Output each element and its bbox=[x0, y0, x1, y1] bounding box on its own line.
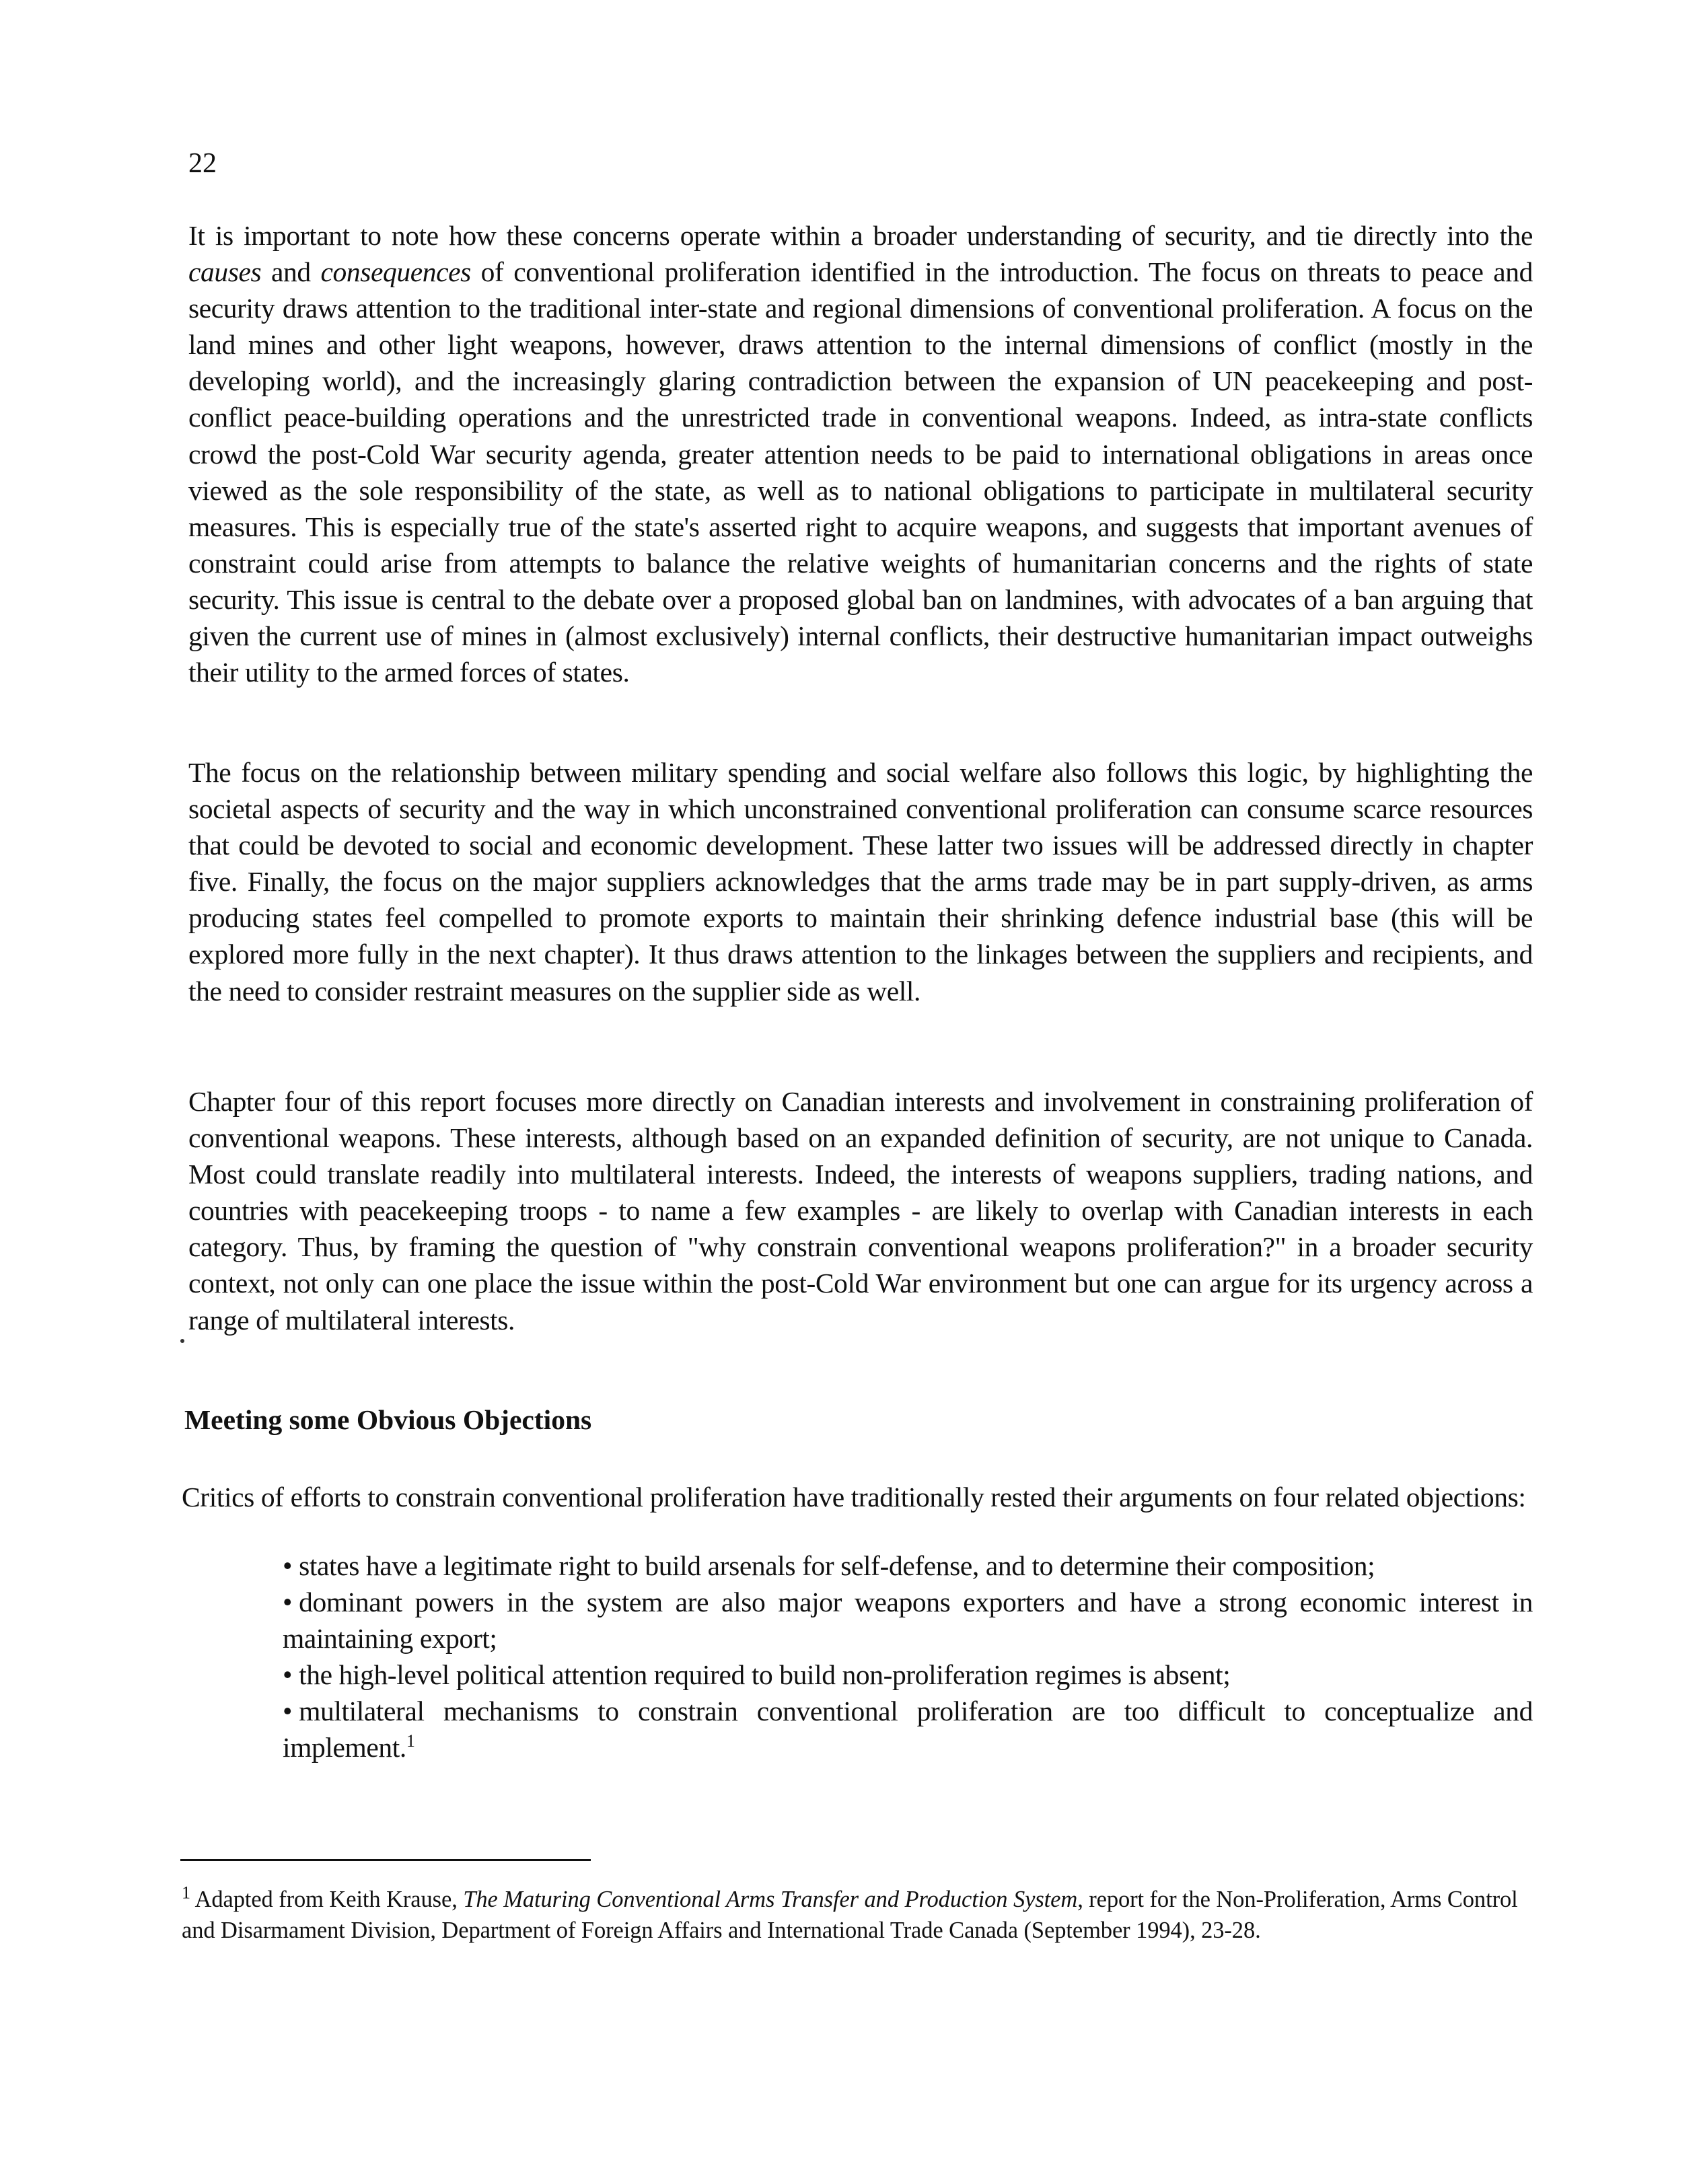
bullet-mark: • bbox=[283, 1659, 293, 1691]
list-item-text: multilateral mechanisms to constrain conventional proliferation are too difficult to conceptualize and implement. bbox=[283, 1696, 1533, 1763]
body-paragraph-1 bbox=[188, 217, 1533, 690]
list-item-text: states have a legitimate right to build arsenals for self-defense, and to determine their composition; bbox=[299, 1550, 1375, 1581]
p1-text-b: and bbox=[261, 256, 321, 288]
body-paragraph-3: Chapter four of this report focuses more directly on Canadian interests and involvement in constraining proliferation of conventional weapons. These interests, although based on an expanded definition of security, are not unique to Canada. Most could translate readily into multilateral interests. Indeed, the interests of weapons suppliers, trading nations, and countries with peacekeeping troops - to name a few examples - are likely to overlap with Canadian interests in each category. Thus, by framing the question of "why constrain conventional weapons proliferation?" in a broader security context, not only can one place the issue within the post-Cold War environment but one can argue for its urgency across a range of multilateral interests. bbox=[188, 1086, 1533, 1336]
section-heading: Meeting some Obvious Objections bbox=[184, 1404, 592, 1435]
list-item bbox=[283, 1657, 1533, 1693]
bullet-mark: • bbox=[283, 1587, 293, 1618]
emphasis-consequences: consequences bbox=[320, 256, 471, 288]
body-paragraph-2: The focus on the relationship between military spending and social welfare also follows this logic, by highlighting the societal aspects of security and the way in which unconstrained conventional proliferation can consume scarce resources that could be devoted to social and economic development. These latter two issues will be addressed directly in chapter five. Finally, the focus on the major suppliers acknowledges that the arms trade may be in part supply-driven, as arms producing states feel compelled to promote exports to maintain their shrinking defence industrial base (this will be explored more fully in the next chapter). It thus draws attention to the linkages between the suppliers and recipients, and the need to consider restraint measures on the supplier side as well. bbox=[188, 757, 1533, 1007]
list-item-text: dominant powers in the system are also major weapons exporters and have a strong economic interest in maintaining export; bbox=[283, 1587, 1533, 1654]
objections-list bbox=[283, 1548, 1533, 1766]
footnote-text-b: , report for the Non-Proliferation, Arms Control and Disarmament Division, Department of Foreign Affairs and International Trade Canada (September 1994), 23-28. bbox=[182, 1887, 1518, 1943]
footnote-text-a: Adapted from Keith Krause, bbox=[190, 1887, 464, 1912]
bullet-mark: • bbox=[283, 1696, 293, 1727]
bullet-mark: • bbox=[283, 1550, 293, 1581]
scan-speck bbox=[180, 1339, 184, 1343]
list-item bbox=[283, 1548, 1533, 1584]
emphasis-causes: causes bbox=[188, 256, 262, 288]
footnote-marker: 1 bbox=[182, 1883, 190, 1903]
footnote-title: The Maturing Conventional Arms Transfer and Production System bbox=[463, 1887, 1078, 1912]
list-item bbox=[283, 1584, 1533, 1657]
footnote-reference[interactable]: 1 bbox=[406, 1731, 415, 1751]
page-number: 22 bbox=[188, 148, 217, 179]
section-intro-paragraph: Critics of efforts to constrain conventional proliferation have traditionally rested their arguments on four related objections: bbox=[182, 1482, 1526, 1513]
footnote bbox=[182, 1884, 1531, 1946]
p1-text-a: It is important to note how these concerns operate within a broader understanding of security, and tie directly into the bbox=[188, 220, 1533, 251]
list-item-text: the high-level political attention required to build non-proliferation regimes is absent; bbox=[299, 1659, 1231, 1691]
p1-text-c: of conventional proliferation identified in the introduction. The focus on threats to peace and security draws attention to the traditional inter-state and regional dimensions of conventional proliferation. A focus on the land mines and other light weapons, however, draws attention to the internal dimensions of conflict (mostly in the developing world), and the increasingly glaring contradiction between the expansion of UN peacekeeping and post-conflict peace-building operations and the unrestricted trade in conventional weapons. Indeed, as intra-state conflicts crowd the post-Cold War security agenda, greater attention needs to be paid to international obligations in areas once viewed as the sole responsibility of the state, as well as to national obligations to participate in multilateral security measures. This is especially true of the state's asserted right to acquire weapons, and suggests that important avenues of constraint could arise from attempts to balance the relative weights of humanitarian concerns and the rights of state security. This issue is central to the debate over a proposed global ban on landmines, with advocates of a ban arguing that given the current use of mines in (almost exclusively) internal conflicts, their destructive humanitarian impact outweighs their utility to the armed forces of states. bbox=[188, 256, 1533, 688]
list-item bbox=[283, 1693, 1533, 1766]
footnote-separator bbox=[180, 1859, 591, 1861]
